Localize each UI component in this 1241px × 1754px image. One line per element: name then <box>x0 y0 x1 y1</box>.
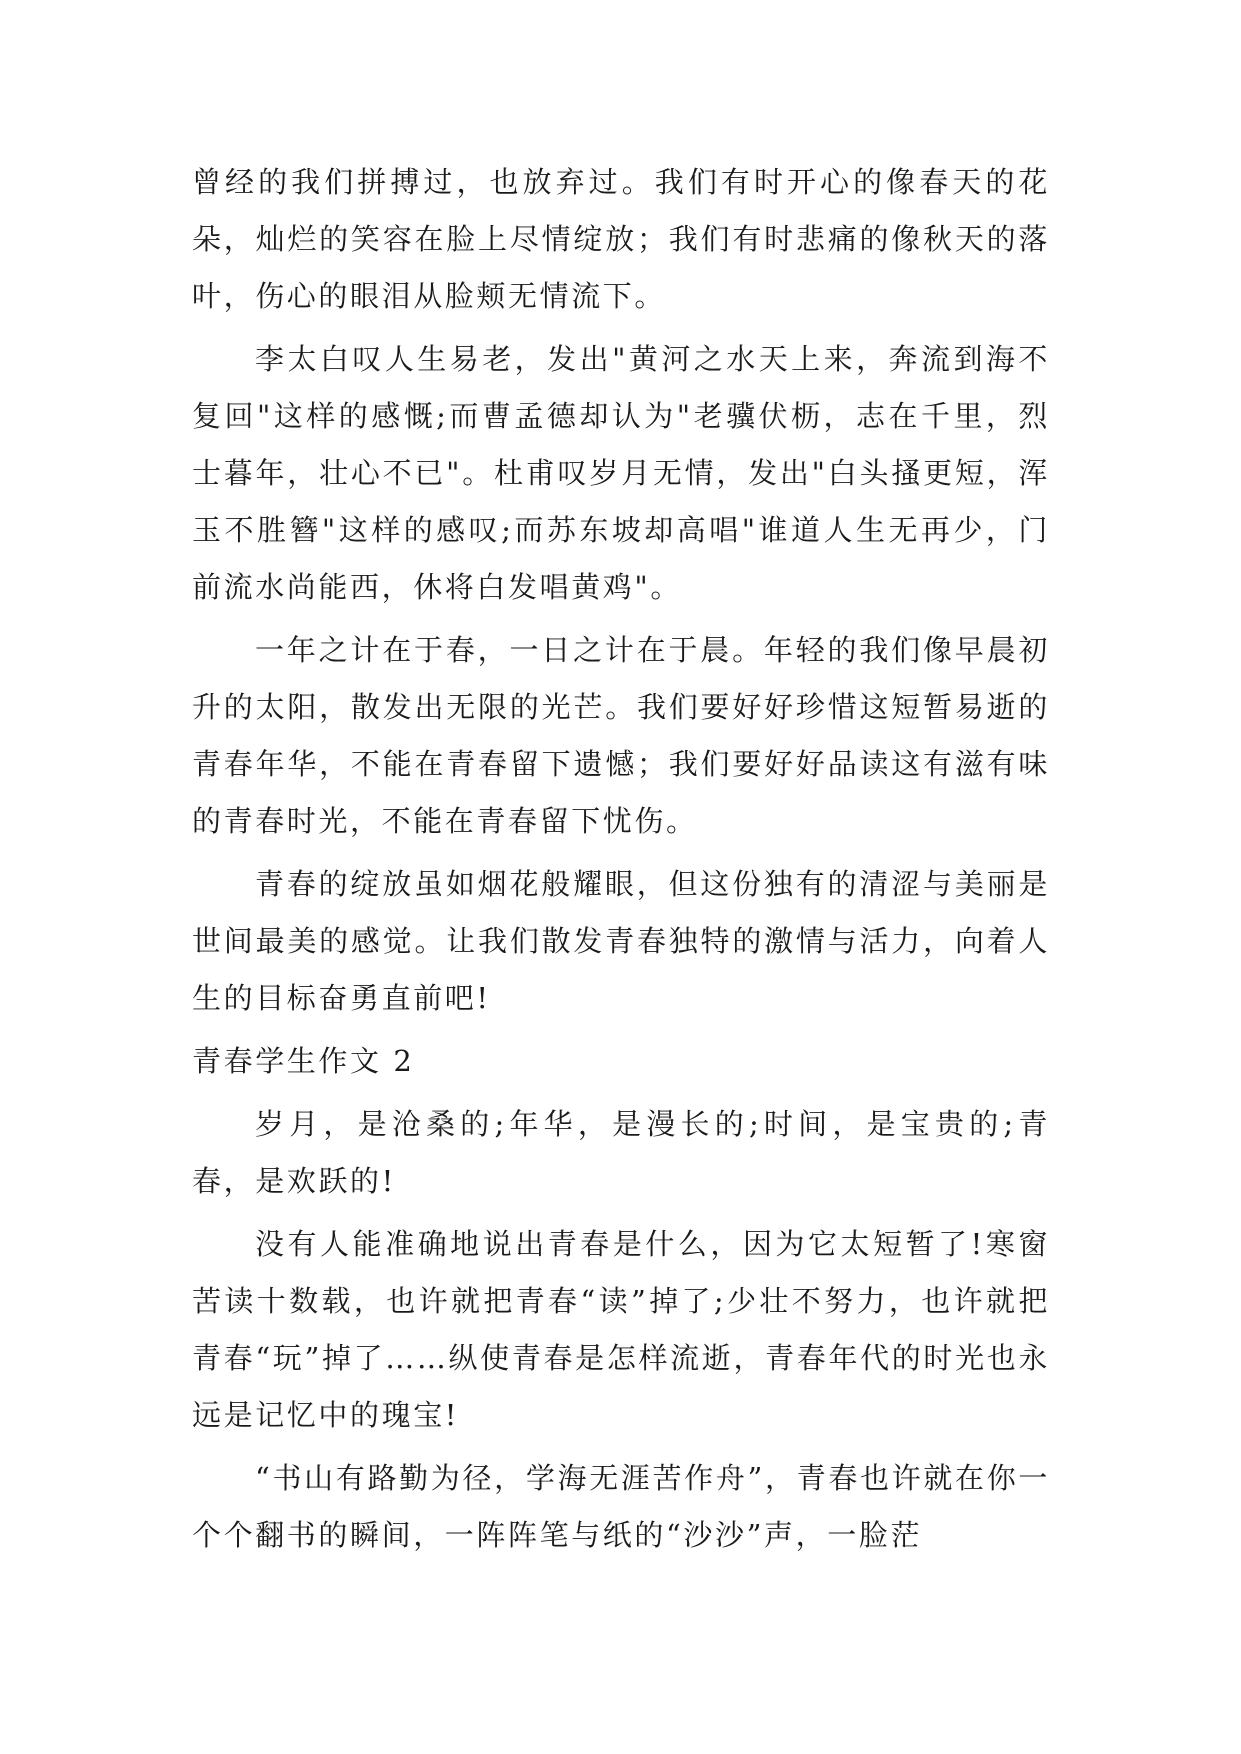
paragraph-1: 曾经的我们拼搏过，也放弃过。我们有时开心的像春天的花朵，灿烂的笑容在脸上尽情绽放；我们有时悲痛的像秋天的落叶，伤心的眼泪从脸颊无情流下。 <box>192 165 1050 313</box>
document-body <box>192 154 1050 1570</box>
paragraph-5: 岁月，是沧桑的;年华，是漫长的;时间，是宝贵的;青春，是欢跃的! <box>192 1107 1050 1198</box>
paragraph-3: 一年之计在于春，一日之计在于晨。年轻的我们像早晨初升的太阳，散发出无限的光芒。我们要好好珍惜这短暂易逝的青春年华，不能在青春留下遗憾；我们要好好品读这有滋有味的青春时光，不能在青春留下忧伤。 <box>192 633 1050 838</box>
paragraph-2: 李太白叹人生易老，发出"黄河之水天上来，奔流到海不复回"这样的感慨;而曹孟德却认为"老骥伏枥，志在千里，烈士暮年，壮心不已"。杜甫叹岁月无情，发出"白头搔更短，浑玉不胜簪"这样的感叹;而苏东坡却高唱"谁道人生无再少，门前流水尚能西，休将白发唱黄鸡"。 <box>192 342 1050 604</box>
paragraph-6: 没有人能准确地说出青春是什么，因为它太短暂了!寒窗苦读十数载，也许就把青春“读”掉了;少壮不努力，也许就把青春“玩”掉了……纵使青春是怎样流逝，青春年代的时光也永远是记忆中的瑰宝! <box>192 1227 1050 1432</box>
paragraph-4: 青春的绽放虽如烟花般耀眼，但这份独有的清涩与美丽是世间最美的感觉。让我们散发青春独特的激情与活力，向着人生的目标奋勇直前吧! <box>192 867 1050 1015</box>
paragraph-7: “书山有路勤为径，学海无涯苦作舟”，青春也许就在你一个个翻书的瞬间，一阵阵笔与纸的“沙沙”声，一脸茫 <box>192 1461 1050 1552</box>
essay-heading: 青春学生作文 2 <box>192 1044 415 1078</box>
